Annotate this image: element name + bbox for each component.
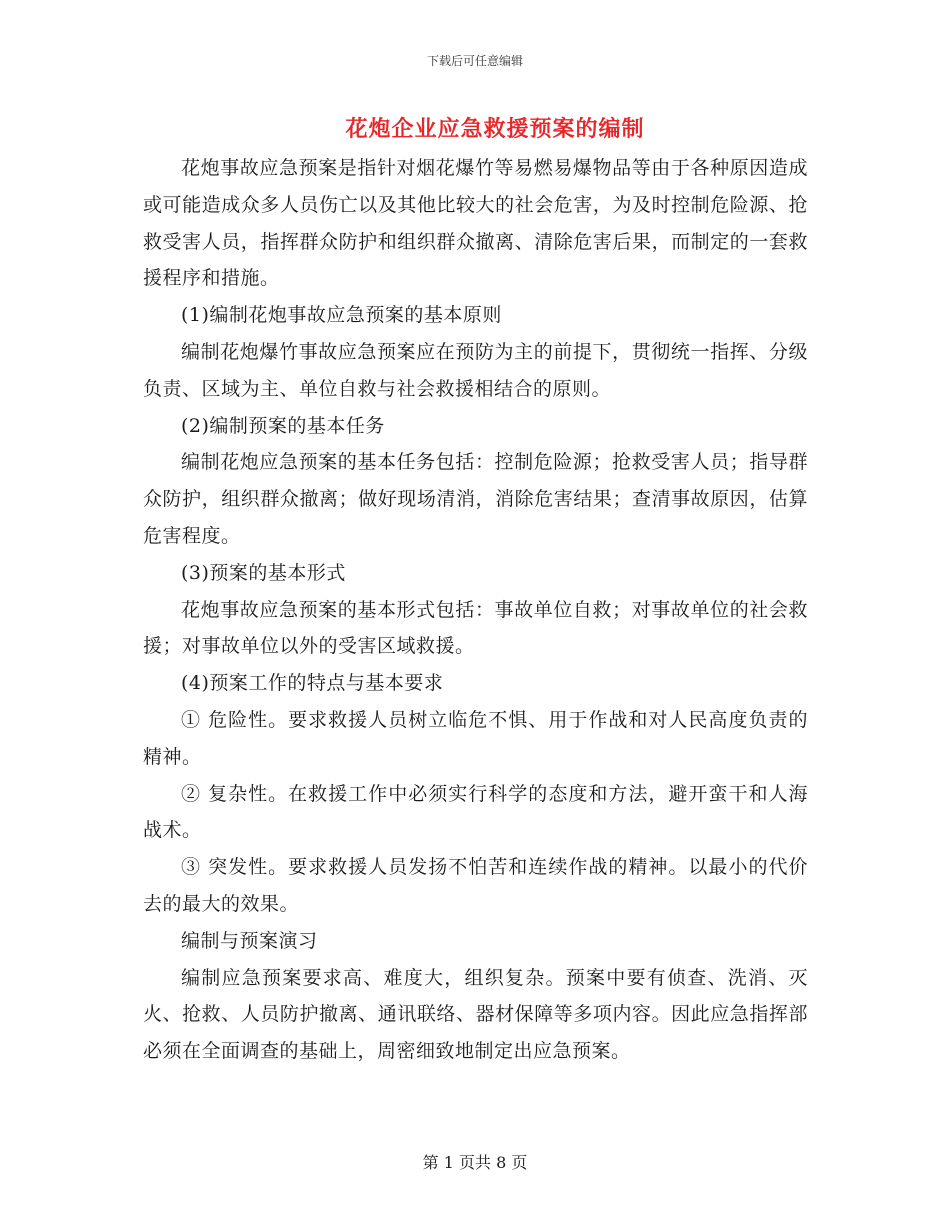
paragraph-suddenness: ③ 突发性。要求救援人员发扬不怕苦和连续作战的精神。以最小的代价去的最大的效果。 (143, 856, 808, 915)
page-footer: 第 1 页共 8 页 (422, 1153, 528, 1172)
paragraph-forms: 花炮事故应急预案的基本形式包括：事故单位自救；对事故单位的社会救援；对事故单位以外的受害区域救援。 (143, 598, 808, 658)
paragraph-intro: 花炮事故应急预案是指针对烟花爆竹等易燃易爆物品等由于各种原因造成或可能造成众多人员伤亡以及其他比较大的社会危害，为及时控制危险源、抢救受害人员，指挥群众防护和组织群众撤离、清除危害后果，而制定的一套救援程序和措施。 (143, 157, 808, 290)
section-heading-1: (1)编制花炮事故应急预案的基本原则 (181, 304, 502, 327)
page-header: 下载后可任意编辑 (426, 54, 523, 68)
section-heading-5: 编制与预案演习 (181, 929, 318, 952)
section-heading-2: (2)编制预案的基本任务 (181, 414, 385, 437)
paragraph-principles: 编制花炮爆竹事故应急预案应在预防为主的前提下，贯彻统一指挥、分级负责、区域为主、单位自救与社会救援相结合的原则。 (143, 340, 808, 400)
paragraph-danger: ① 危险性。要求救援人员树立临危不惧、用于作战和对人民高度负责的精神。 (143, 708, 808, 768)
paragraph-drill: 编制应急预案要求高、难度大，组织复杂。预案中要有侦查、洗消、灭火、抢救、人员防护撤离、通讯联络、器材保障等多项内容。因此应急指挥部必须在全面调查的基础上，周密细致地制定出应急预案。 (143, 966, 808, 1063)
section-heading-3: (3)预案的基本形式 (181, 561, 346, 584)
document-title: 花炮企业应急救援预案的编制 (345, 116, 645, 142)
section-heading-4: (4)预案工作的特点与基本要求 (181, 672, 444, 695)
paragraph-complexity: ② 复杂性。在救援工作中必须实行科学的态度和方法，避开蛮干和人海战术。 (143, 782, 808, 842)
document-body (143, 150, 808, 1070)
paragraph-tasks: 编制花炮应急预案的基本任务包括：控制危险源；抢救受害人员；指导群众防护，组织群众撤离；做好现场清消，消除危害结果；查清事故原因，估算危害程度。 (143, 451, 808, 547)
